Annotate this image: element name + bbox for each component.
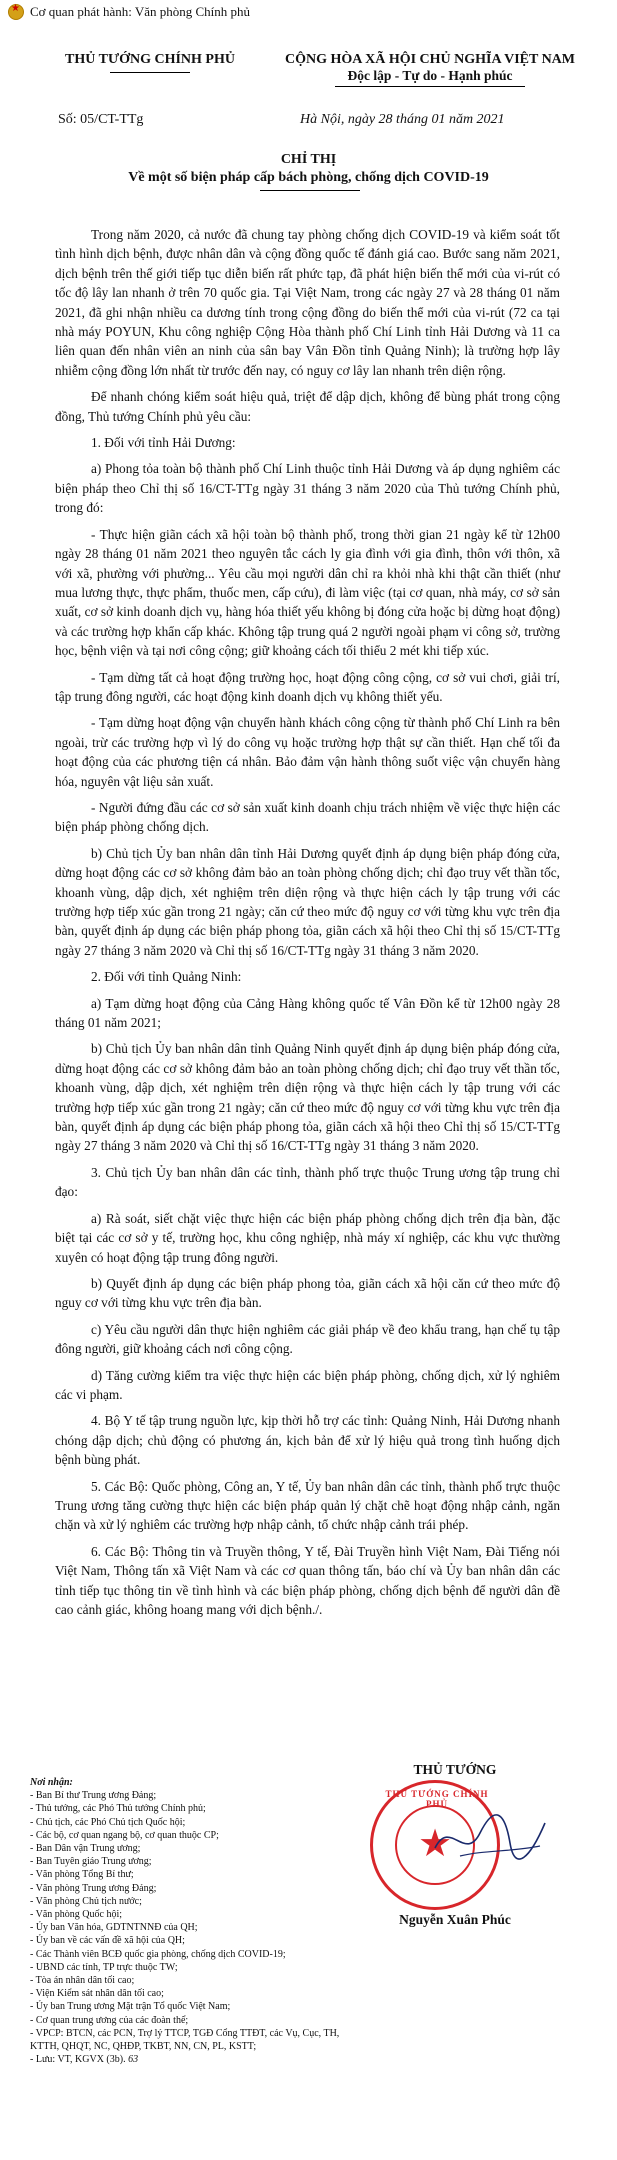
- recipient-item: - Thủ tướng, các Phó Thủ tướng Chính phủ;: [30, 1803, 206, 1815]
- authority-underline: [110, 72, 190, 73]
- recipient-item-text: - Lưu: VT, KGVX (3b).: [30, 2054, 126, 2066]
- paragraph: - Tạm dừng hoạt động vận chuyển hành khách công cộng từ thành phố Chí Linh ra bên ngoài, trừ các trường hợp vì lý do công vụ hoặc trường hợp thật sự cần thiết. Hạn chế tối đa hoạt động của các phương tiện cá nhân. Bảo đảm vận hành thông suốt việc vận chuyển hàng hóa, nguyên vật liệu sản xuất.: [55, 715, 560, 789]
- paragraph: b) Chủ tịch Ủy ban nhân dân tỉnh Hải Dương quyết định áp dụng biện pháp đóng cửa, dừng hoạt động các cơ sở không đảm bảo an toàn phòng chống dịch; chỉ đạo truy vết thần tốc, khoanh vùng, dập dịch, xét nghiệm trên diện rộng và thực hiện cách ly tập trung với các trường hợp tiếp xúc gần trong 21 ngày; căn cứ theo mức độ nguy cơ với từng khu vực trên địa bàn, quyết định áp dụng các biện pháp phong tỏa, giãn cách xã hội theo Chỉ thị số 15/CT-TTg ngày 27 tháng 3 năm 2020 và Chỉ thị số 16/CT-TTg ngày 31 tháng 3 năm 2020.: [55, 845, 560, 958]
- recipient-item: - Văn phòng Chủ tịch nước;: [30, 1895, 142, 1907]
- paragraph: Trong năm 2020, cả nước đã chung tay phòng chống dịch COVID-19 và kiểm soát tốt tình hình dịch bệnh, được nhân dân và cộng đồng quốc tế đánh giá cao. Bước sang năm 2021, dịch bệnh trên thế giới tiếp tục diễn biến rất phức tạp, đã phát hiện biến thể mới của vi-rút có tốc độ lây lan nhanh ở trên 70 quốc gia. Tại Việt Nam, trong các ngày 27 và 28 tháng 01 năm 2021, đã ghi nhận nhiều ca dương tính trong cộng đồng do biến thể mới của vi-rút (72 ca tại nhà máy POYUN, Khu công nghiệp Cộng Hòa thành phố Chí Linh tỉnh Hải Dương và 11 ca liên quan đến nhân viên an ninh của sân bay Vân Đồn tỉnh Quảng Ninh); là trường hợp lây nhiễm cộng đồng lớn nhất từ trước đến nay, có nguy cơ lây lan nhanh trên diện rộng.: [55, 227, 560, 378]
- paragraph: 5. Các Bộ: Quốc phòng, Công an, Y tế, Ủy ban nhân dân các tỉnh, thành phố trực thuộc Trung ương tăng cường thực hiện các biện pháp quản lý chặt chẽ hoạt động nhập cảnh, ngăn chặn và xử lý nghiêm các trường hợp nhập cảnh, tổ chức nhập cảnh trái phép.: [55, 1478, 560, 1533]
- recipient-item: [30, 2053, 340, 2066]
- signature-block: [340, 1762, 570, 1778]
- paragraph: 4. Bộ Y tế tập trung nguồn lực, kịp thời hỗ trợ các tỉnh: Quảng Ninh, Hải Dương nhanh chóng dập dịch; chủ động có phương án, kịch bản để xử lý hiệu quả trong tình huống dịch bệnh bùng phát.: [55, 1413, 560, 1468]
- section-heading: 1. Đối với tỉnh Hải Dương:: [91, 435, 236, 451]
- document-body: [55, 225, 560, 1626]
- recipient-item: - Văn phòng Quốc hội;: [30, 1909, 123, 1921]
- recipient-item: - Cơ quan trung ương của các đoàn thể;: [30, 2014, 189, 2026]
- country-name: CỘNG HÒA XÃ HỘI CHỦ NGHĨA VIỆT NAM: [284, 52, 575, 67]
- national-motto: Độc lập - Tự do - Hạnh phúc: [347, 68, 513, 83]
- issuing-authority: [50, 52, 250, 73]
- handwritten-signature: [430, 1808, 550, 1868]
- national-title: [250, 52, 610, 87]
- recipients-label: Nơi nhận:: [30, 1777, 73, 1788]
- paragraph: - Thực hiện giãn cách xã hội toàn bộ thành phố, trong thời gian 21 ngày kể từ 12h00 ngày 28 tháng 01 năm 2021 theo nguyên tắc cách ly gia đình với gia đình, thôn với thôn, xã với xã, phường với phường... Yêu cầu mọi người dân chỉ ra khỏi nhà khi thật cần thiết (như mua lương thực, thực phẩm, thuốc men, cấp cứu), đi làm việc (tại cơ quan, nhà máy, cơ sở sản xuất, cơ sở kinh doanh dịch vụ, hàng hóa thiết yếu không bị đóng cửa hoặc bị dừng hoạt động) và các trường hợp khẩn cấp khác. Không tập trung quá 2 người ngoài phạm vi công sở, trường học, bệnh viện và tại nơi công cộng; giữ khoảng cách tối thiểu 2 mét khi tiếp xúc.: [55, 526, 560, 659]
- recipient-item: - Ủy ban về các vấn đề xã hội của QH;: [30, 1935, 185, 1947]
- paragraph: Để nhanh chóng kiểm soát hiệu quả, triệt để dập dịch, không để bùng phát trong cộng đồng, Thủ tướng Chính phủ yêu cầu:: [55, 389, 560, 424]
- recipient-item: - Các Thành viên BCĐ quốc gia phòng, chống dịch COVID-19;: [30, 1948, 286, 1960]
- document-subtitle: Về một số biện pháp cấp bách phòng, chống dịch COVID-19: [128, 170, 489, 185]
- publisher-text: Cơ quan phát hành: Văn phòng Chính phủ: [30, 4, 251, 19]
- recipient-item: - Các bộ, cơ quan ngang bộ, cơ quan thuộc CP;: [30, 1829, 219, 1841]
- recipient-item: - Viện Kiểm sát nhân dân tối cao;: [30, 1988, 164, 2000]
- recipient-item: - Ủy ban Trung ương Mặt trận Tổ quốc Việt Nam;: [30, 2001, 231, 2013]
- document-number: Số: 05/CT-TTg: [58, 112, 144, 127]
- document-title: CHỈ THỊ: [280, 152, 337, 167]
- paragraph: a) Rà soát, siết chặt việc thực hiện các biện pháp phòng chống dịch trên địa bàn, đặc biệt tại các cơ sở y tế, trường học, khu công nghiệp, nhà máy xí nghiệp, các khu vực thường xuyên có hoạt động tập trung đông người.: [55, 1210, 560, 1265]
- recipient-item: - Văn phòng Trung ương Đảng;: [30, 1882, 157, 1894]
- paragraph: c) Yêu cầu người dân thực hiện nghiêm các giải pháp về đeo khẩu trang, hạn chế tụ tập đông người, giữ khoảng cách nơi công cộng.: [55, 1321, 560, 1357]
- seal-text: THỦ TƯỚNG CHÍNH PHỦ: [385, 1789, 489, 1809]
- paragraph: d) Tăng cường kiểm tra việc thực hiện các biện pháp phòng, chống dịch, xử lý nghiêm các vi phạm.: [55, 1367, 560, 1402]
- recipient-item: - Ban Bí thư Trung ương Đảng;: [30, 1790, 157, 1802]
- seal-star-icon: ★: [417, 1823, 453, 1865]
- recipients-list: [30, 1776, 340, 2066]
- paragraph: a) Phong tỏa toàn bộ thành phố Chí Linh thuộc tỉnh Hải Dương và áp dụng nghiêm các biện pháp theo Chỉ thị số 16/CT-TTg ngày 31 tháng 3 năm 2020 của Thủ tướng Chính phủ, trong đó:: [55, 461, 560, 516]
- section-heading: 2. Đối với tỉnh Quảng Ninh:: [91, 969, 242, 985]
- subtitle-underline: [260, 190, 360, 191]
- recipient-item: - UBND các tỉnh, TP trực thuộc TW;: [30, 1961, 178, 1973]
- recipient-item: - Chủ tịch, các Phó Chủ tịch Quốc hội;: [30, 1816, 186, 1828]
- paragraph: b) Quyết định áp dụng các biện pháp phong tỏa, giãn cách xã hội căn cứ theo mức độ nguy cơ với từng khu vực trên địa bàn.: [55, 1275, 560, 1311]
- document-date: Hà Nội, ngày 28 tháng 01 năm 2021: [300, 112, 505, 127]
- motto-underline: [335, 86, 525, 87]
- national-emblem-icon: [8, 4, 24, 20]
- handwritten-count: 63: [128, 2054, 139, 2066]
- recipient-item: - Ban Tuyên giáo Trung ương;: [30, 1856, 152, 1868]
- paragraph: 3. Chủ tịch Ủy ban nhân dân các tỉnh, thành phố trực thuộc Trung ương tập trung chỉ đạo:: [55, 1164, 560, 1200]
- paragraph: 6. Các Bộ: Thông tin và Truyền thông, Y tế, Đài Truyền hình Việt Nam, Đài Tiếng nói Việt Nam, Thông tấn xã Việt Nam và các cơ quan thông tấn, báo chí và Ủy ban nhân dân các tỉnh tiếp tục thông tin về tình hình và các biện pháp phòng, chống dịch bệnh để người dân đề cao cảnh giác, không hoang mang với dịch bệnh./.: [55, 1543, 560, 1617]
- recipient-item: - Văn phòng Tổng Bí thư;: [30, 1869, 134, 1881]
- publisher-bar: [8, 4, 250, 20]
- recipient-item: - Tòa án nhân dân tối cao;: [30, 1975, 135, 1987]
- signer-name: Nguyễn Xuân Phúc: [399, 1912, 511, 1927]
- paragraph: a) Tạm dừng hoạt động của Cảng Hàng không quốc tế Vân Đồn kể từ 12h00 ngày 28 tháng 01 năm 2021;: [55, 995, 560, 1031]
- recipient-item: - Ủy ban Văn hóa, GDTNTNNĐ của QH;: [30, 1922, 198, 1934]
- paragraph: - Người đứng đầu các cơ sở sản xuất kinh doanh chịu trách nhiệm về việc thực hiện các biện pháp phòng chống dịch.: [55, 799, 560, 835]
- signer-title: THỦ TƯỚNG: [413, 1762, 497, 1777]
- issuing-authority-name: THỦ TƯỚNG CHÍNH PHỦ: [65, 52, 235, 67]
- recipient-item: - VPCP: BTCN, các PCN, Trợ lý TTCP, TGĐ Cổng TTĐT, các Vụ, Cục, TH, KTTH, QHQT, NC, QHĐP, TKBT, NN, CN, PL, KSTT;: [30, 2027, 340, 2053]
- paragraph: - Tạm dừng tất cả hoạt động trường học, hoạt động công cộng, cơ sở vui chơi, giải trí, tập trung đông người, các hoạt động kinh doanh dịch vụ không thiết yếu.: [55, 669, 560, 704]
- recipient-item: - Ban Dân vận Trung ương;: [30, 1843, 141, 1855]
- paragraph: b) Chủ tịch Ủy ban nhân dân tỉnh Quảng Ninh quyết định áp dụng biện pháp đóng cửa, dừng hoạt động các cơ sở không đảm bảo an toàn phòng chống dịch; chỉ đạo truy vết thần tốc, khoanh vùng, dập dịch, xét nghiệm trên diện rộng và thực hiện cách ly tập trung với các trường hợp tiếp xúc gần trong 21 ngày; căn cứ theo mức độ nguy cơ với từng khu vực trên địa bàn, quyết định áp dụng các biện pháp phong tỏa, giãn cách xã hội theo Chỉ thị số 15/CT-TTg ngày 27 tháng 3 năm 2020 và Chỉ thị số 16/CT-TTg ngày 31 tháng 3 năm 2020.: [55, 1041, 560, 1154]
